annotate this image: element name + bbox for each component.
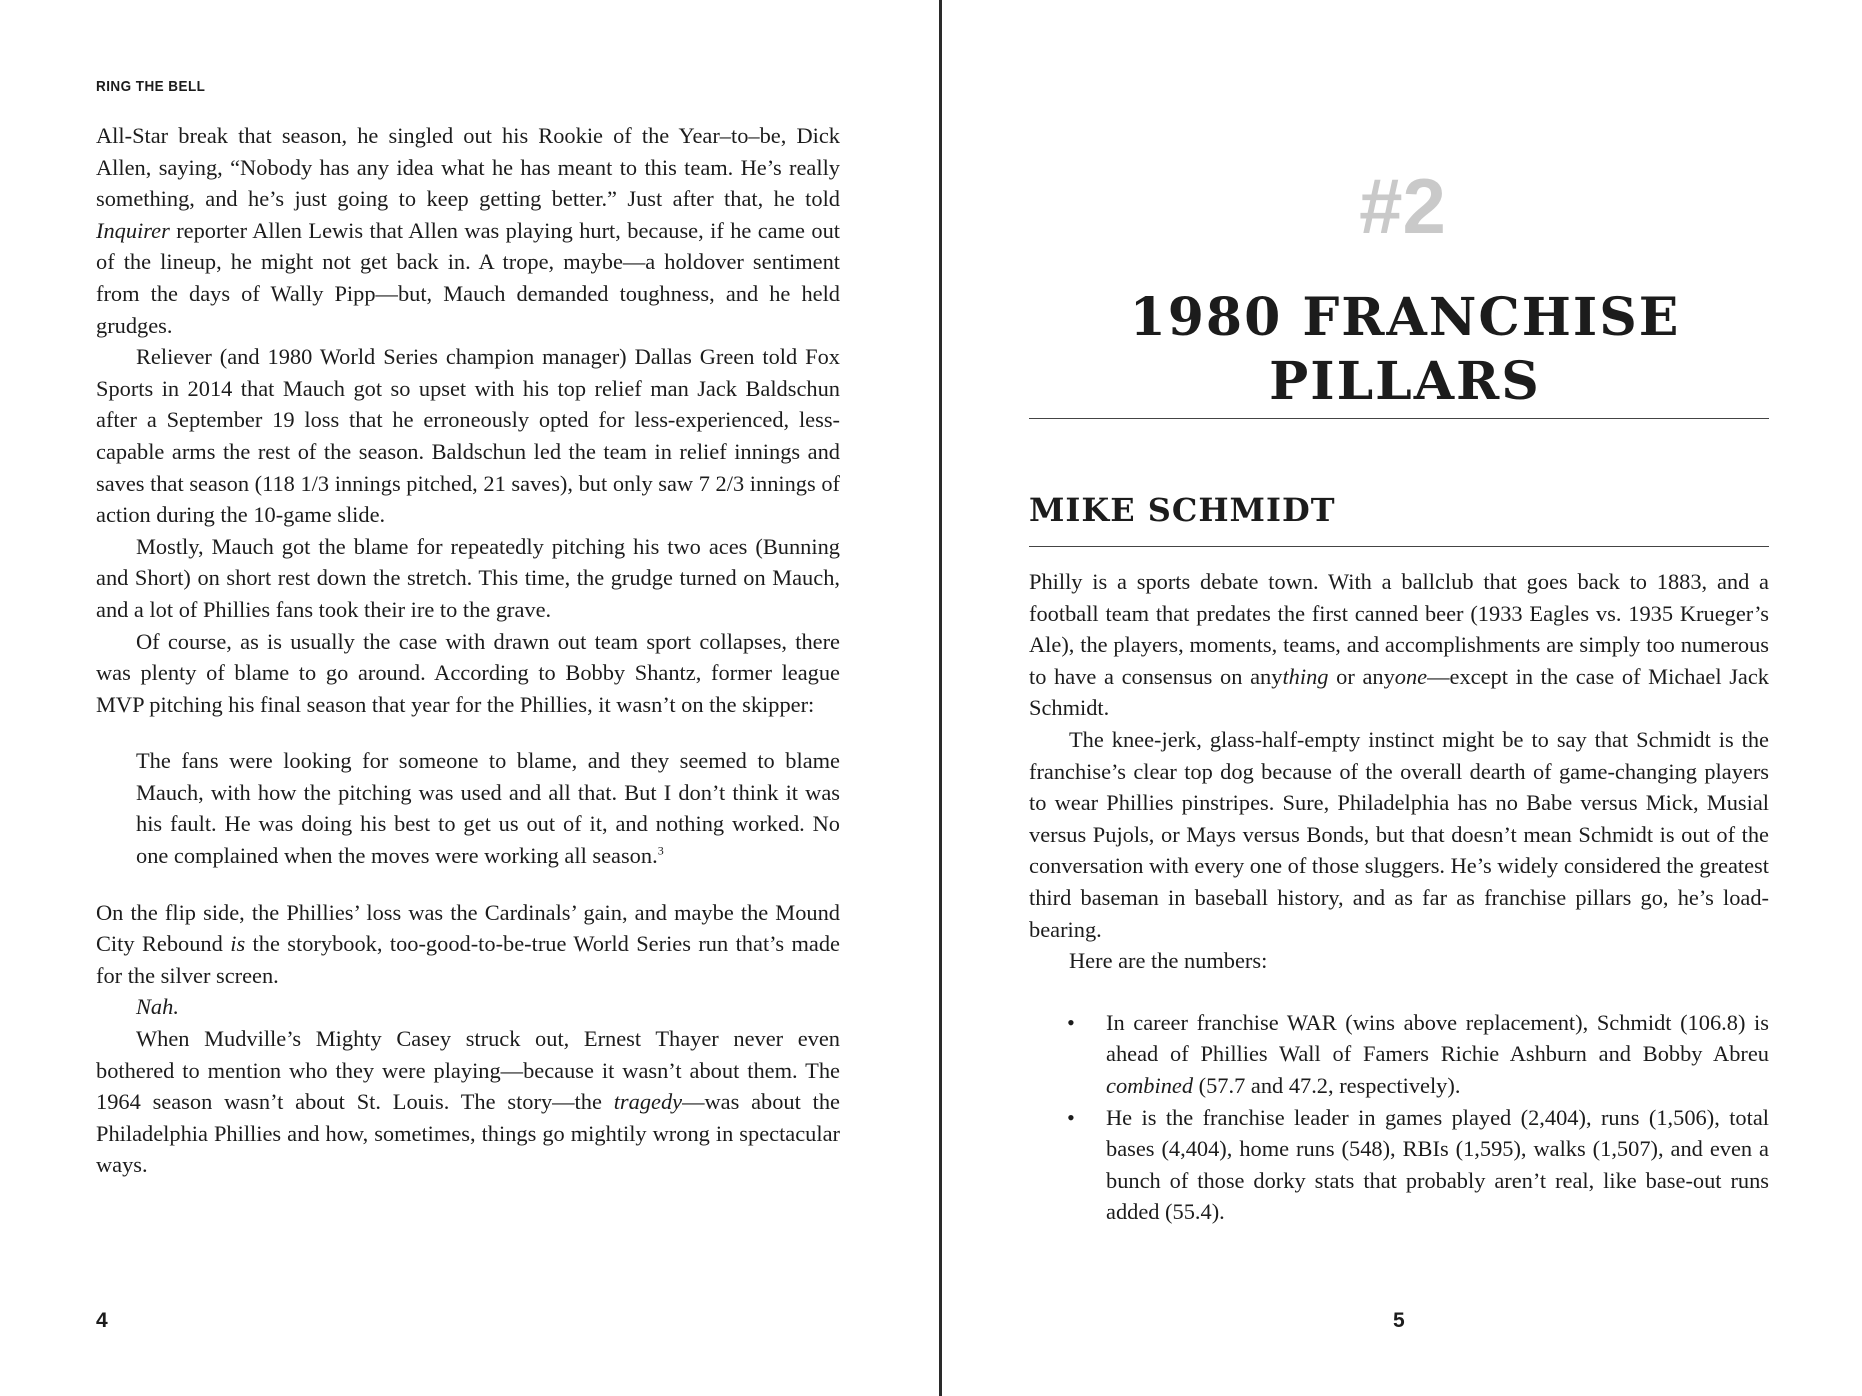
text-run: Here are the numbers: bbox=[1069, 948, 1268, 974]
chapter-divider bbox=[1029, 418, 1769, 419]
text-run: On the flip side, the Phillies’ loss was the Cardinals’ gain, and maybe the Mound City Rebound bbox=[96, 899, 840, 957]
bullet-item bbox=[1029, 1007, 1769, 1102]
italic-text: is bbox=[230, 931, 246, 957]
paragraph bbox=[96, 341, 840, 531]
text-run: All-Star break that season, he singled out his Rookie of the Year–to–be, Dick Allen, saying, “Nobody has any idea what he has meant to this team. He’s really something, and he’s just going to keep getting better.” Just after that, he told bbox=[96, 123, 840, 212]
chapter-title bbox=[1033, 286, 1777, 414]
paragraph bbox=[96, 531, 840, 626]
bullet-item bbox=[1029, 1102, 1769, 1228]
section-title: MIKE SCHMIDT bbox=[1029, 491, 1336, 529]
italic-text: thing bbox=[1282, 663, 1329, 689]
text-run: Mostly, Mauch got the blame for repeatedly pitching his two aces (Bunning and Short) on short rest down the stretch. This time, the grudge turned on Mauch, and a lot of Phillies fans took their ire to the grave. bbox=[96, 533, 840, 622]
paragraph bbox=[96, 897, 840, 992]
text-run: —was about the Philadelphia Phillies and how, sometimes, things go mightily wrong in spectacular ways. bbox=[96, 1089, 840, 1178]
paragraph bbox=[1029, 945, 1769, 977]
footnote-marker: 3 bbox=[657, 843, 664, 858]
italic-text: combined bbox=[1106, 1072, 1194, 1098]
text-run: (57.7 and 47.2, respectively). bbox=[1193, 1072, 1461, 1098]
bullet-icon: • bbox=[1067, 1009, 1075, 1035]
right-body-text bbox=[1029, 566, 1769, 1228]
text-run: the storybook, too-good-to-be-true World Series run that’s made for the silver screen. bbox=[96, 931, 840, 988]
running-head: RING THE BELL bbox=[96, 78, 206, 95]
italic-text: Inquirer bbox=[96, 217, 170, 243]
page-number-left: 4 bbox=[96, 1309, 108, 1332]
page-number-right: 5 bbox=[1393, 1309, 1405, 1332]
text-run: or any bbox=[1328, 663, 1395, 689]
book-gutter bbox=[939, 0, 942, 1396]
bullet-icon: • bbox=[1067, 1104, 1075, 1130]
paragraph bbox=[96, 991, 840, 1023]
text-run: He is the franchise leader in games played (2,404), runs (1,506), total bases (4,404), home runs (548), RBIs (1,595), walks (1,507), and even a bunch of those dorky stats that probably aren’t real, like base-out runs added (55.4). bbox=[1106, 1104, 1769, 1225]
chapter-title-line-1: 1980 FRANCHISE bbox=[1129, 287, 1681, 348]
text-run: —except in the case of Michael Jack Schmidt. bbox=[1029, 663, 1769, 721]
paragraph bbox=[1029, 566, 1769, 724]
text-run: In career franchise WAR (wins above replacement), Schmidt (106.8) is ahead of Phillies Wall of Famers Richie Ashburn and Bobby Abreu bbox=[1106, 1009, 1769, 1067]
paragraph bbox=[96, 626, 840, 721]
text-run: Reliever (and 1980 World Series champion manager) Dallas Green told Fox Sports in 2014 that Mauch got so upset with his top relief man Jack Baldschun after a September 19 loss that he erroneously opted for less-experienced, less-capable arms the rest of the season. Baldschun led the team in relief innings and saves that season (118 1/3 innings pitched, 21 saves), but only saw 7 2/3 innings of action during the 10-game slide. bbox=[96, 344, 840, 528]
text-run: Philly is a sports debate town. With a ballclub that goes back to 1883, and a football team that predates the first canned beer (1933 Eagles vs. 1935 Krueger’s Ale), the players, moments, teams, and accomplishments are simply too numerous to have a consensus on any bbox=[1029, 569, 1769, 689]
chapter-title-line-2: PILLARS bbox=[1269, 351, 1541, 412]
paragraph bbox=[96, 120, 840, 341]
paragraph bbox=[96, 1023, 840, 1181]
italic-text: tragedy bbox=[613, 1089, 683, 1115]
paragraph bbox=[1029, 724, 1769, 945]
italic-text: one bbox=[1394, 663, 1428, 689]
block-quote bbox=[136, 745, 840, 871]
text-run: The fans were looking for someone to blame, and they seemed to blame Mauch, with how the pitching was used and all that. But I don’t think it was his fault. He was doing his best to get us out of it, and nothing worked. No one complained when the moves were working all season. bbox=[136, 748, 840, 869]
text-run: The knee-jerk, glass-half-empty instinct might be to say that Schmidt is the franchise’s clear top dog because of the overall dearth of game-changing players to wear Phillies pinstripes. Sure, Philadelphia has no Babe versus Mick, Musial versus Pujols, or Mays versus Bonds, but that doesn’t mean Schmidt is out of the conversation with every one of those sluggers. He’s widely considered the greatest third baseman in baseball history, and as far as franchise pillars go, he’s load-bearing. bbox=[1029, 726, 1769, 942]
left-body-text bbox=[96, 120, 840, 1181]
right-page bbox=[943, 0, 1862, 1396]
italic-text: Nah. bbox=[136, 994, 179, 1020]
bullet-list bbox=[1029, 1007, 1769, 1228]
text-run: Of course, as is usually the case with drawn out team sport collapses, there was plenty of blame to go around. According to Bobby Shantz, former league MVP pitching his final season that year for the Phillies, it wasn’t on the skipper: bbox=[96, 628, 840, 717]
text-run: reporter Allen Lewis that Allen was playing hurt, because, if he came out of the lineup, he might not get back in. A trope, maybe—a holdover sentiment from the days of Wally Pipp—but, Mauch demanded toughness, and he held grudges. bbox=[96, 217, 840, 338]
chapter-number: #2 bbox=[1359, 162, 1446, 250]
section-divider bbox=[1029, 546, 1769, 547]
text-run: When Mudville’s Mighty Casey struck out, Ernest Thayer never even bothered to mention who they were playing—because it wasn’t about them. The 1964 season wasn’t about St. Louis. The story—the bbox=[96, 1026, 840, 1115]
